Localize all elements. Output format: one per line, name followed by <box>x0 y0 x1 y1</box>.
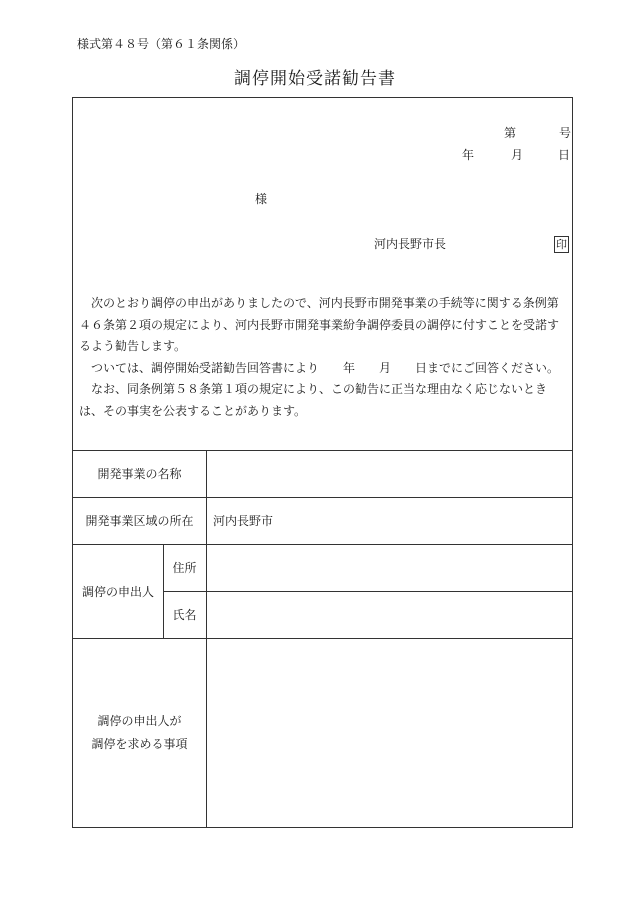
paragraph-3: なお、同条例第５８条第１項の規定により、この勧告に正当な理由なく応じないときは、その事実を公表することがあります。 <box>79 382 548 418</box>
number-dai: 第 <box>504 126 517 140</box>
seal-mark: 印 <box>556 238 567 251</box>
address-label: 住所 <box>172 561 197 575</box>
table-column-divider <box>206 450 207 827</box>
paragraph-2: ついては、調停開始受諾勧告回答書により 年 月 日までにご回答ください。 <box>91 360 560 375</box>
name-label: 氏名 <box>172 608 197 622</box>
date-month: 月 <box>511 148 524 162</box>
request-label-line-2: 調停を求める事項 <box>91 736 188 751</box>
date-year: 年 <box>462 148 475 162</box>
form-frame <box>72 97 573 828</box>
request-matters-label <box>73 638 206 827</box>
paragraph-1: 次のとおり調停の申出がありましたので、河内長野市開発事業の手続等に関する条例第４６条第２項の規定により、河内長野市開発事業紛争調停委員の調停に付すことを受諾するよう勧告します。 <box>79 296 560 353</box>
project-name-label: 開発事業の名称 <box>97 467 182 481</box>
request-matters-field[interactable] <box>213 638 568 827</box>
address-field[interactable] <box>213 544 568 591</box>
document-title: 調停開始受諾勧告書 <box>234 69 396 89</box>
name-field[interactable] <box>213 591 568 638</box>
addressee-suffix: 様 <box>255 192 268 206</box>
applicant-label: 調停の申出人 <box>81 584 154 599</box>
number-go: 号 <box>559 126 572 140</box>
project-name-field[interactable] <box>213 450 568 497</box>
sender-name: 河内長野市長 <box>374 237 447 251</box>
request-label-line-1: 調停の申出人が <box>97 713 182 728</box>
notice-body <box>79 293 567 422</box>
form-number: 様式第４８号（第６１条関係） <box>77 37 246 51</box>
location-label: 開発事業区域の所在 <box>85 514 194 528</box>
date-day: 日 <box>558 148 571 162</box>
location-field[interactable]: 河内長野市 <box>213 514 274 528</box>
